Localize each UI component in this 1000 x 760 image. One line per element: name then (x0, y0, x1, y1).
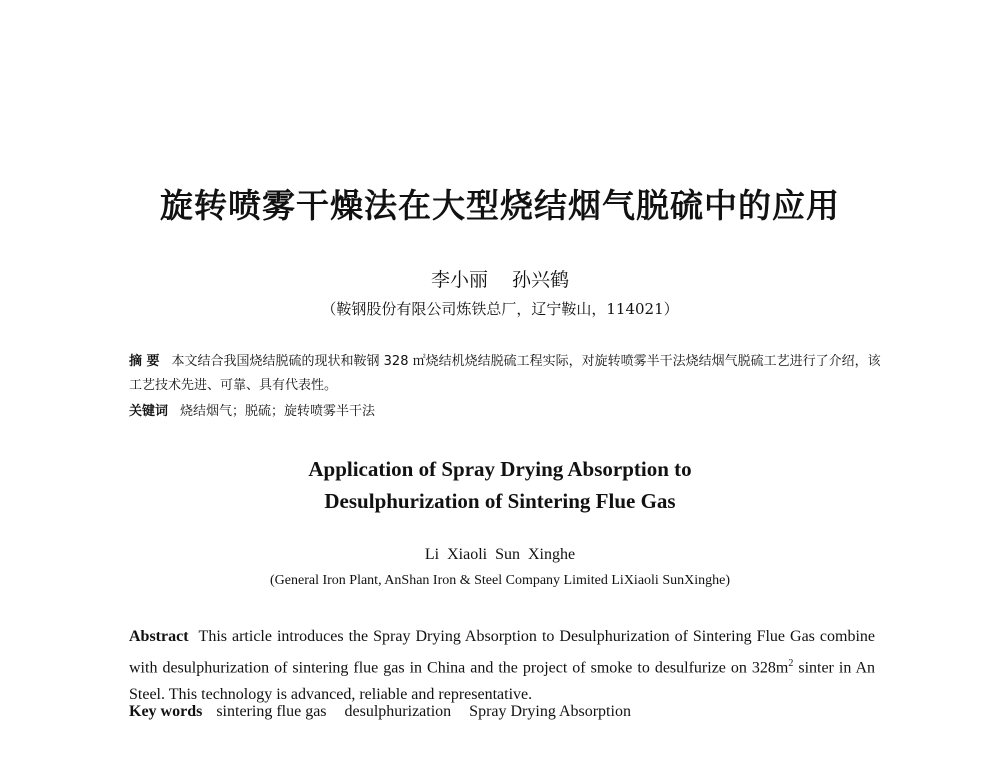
keyword-item: sintering flue gas (216, 703, 327, 720)
english-affiliation: (General Iron Plant, AnShan Iron & Steel Company Limited LiXiaoli SunXinghe) (270, 573, 730, 588)
keyword-item: Spray Drying Absorption (469, 703, 631, 720)
english-title-line-2: Desulphurization of Sintering Flue Gas (324, 489, 676, 513)
chinese-authors: 李小丽 孙兴鹤 (430, 269, 570, 291)
chinese-keywords-text: 烧结烟气；脱硫；旋转喷雾半干法 (180, 404, 376, 419)
chinese-abstract (129, 350, 889, 398)
chinese-abstract-text: 本文结合我国烧结脱硫的现状和鞍钢 328 ㎡烧结机烧结脱硫工程实际，对旋转喷雾半干法烧结烟气脱硫工艺进行了介绍，该工艺技术先进、可靠、具有代表性。 (129, 354, 881, 393)
english-authors: Li Xiaoli Sun Xinghe (424, 546, 576, 563)
english-keywords (129, 703, 875, 721)
english-abstract-superscript: 2 (788, 658, 794, 669)
chinese-affiliation: （鞍钢股份有限公司炼铁总厂，辽宁鞍山，114021） (321, 300, 679, 318)
english-abstract-text: This article introduces the Spray Drying Absorption to Desulphurization of Sintering Flue Gas combine with desulphurization of sintering flue gas in China and the project of smoke to desulfurize on 328m (129, 628, 875, 677)
english-abstract-label: Abstract (129, 628, 189, 645)
english-abstract (129, 623, 875, 708)
english-abstract-text-end: sinter in An Steel. This technology is advanced, reliable and representative. (129, 659, 875, 704)
chinese-abstract-label: 摘 要 (129, 354, 160, 369)
english-keywords-label: Key words (129, 703, 203, 720)
chinese-keywords (129, 400, 889, 419)
english-title (0, 453, 1000, 517)
chinese-title: 旋转喷雾干燥法在大型烧结烟气脱硫中的应用 (160, 186, 840, 225)
chinese-keywords-label: 关键词 (129, 404, 169, 419)
english-title-line-1: Application of Spray Drying Absorption to (308, 457, 692, 481)
keyword-item: desulphurization (344, 703, 452, 720)
